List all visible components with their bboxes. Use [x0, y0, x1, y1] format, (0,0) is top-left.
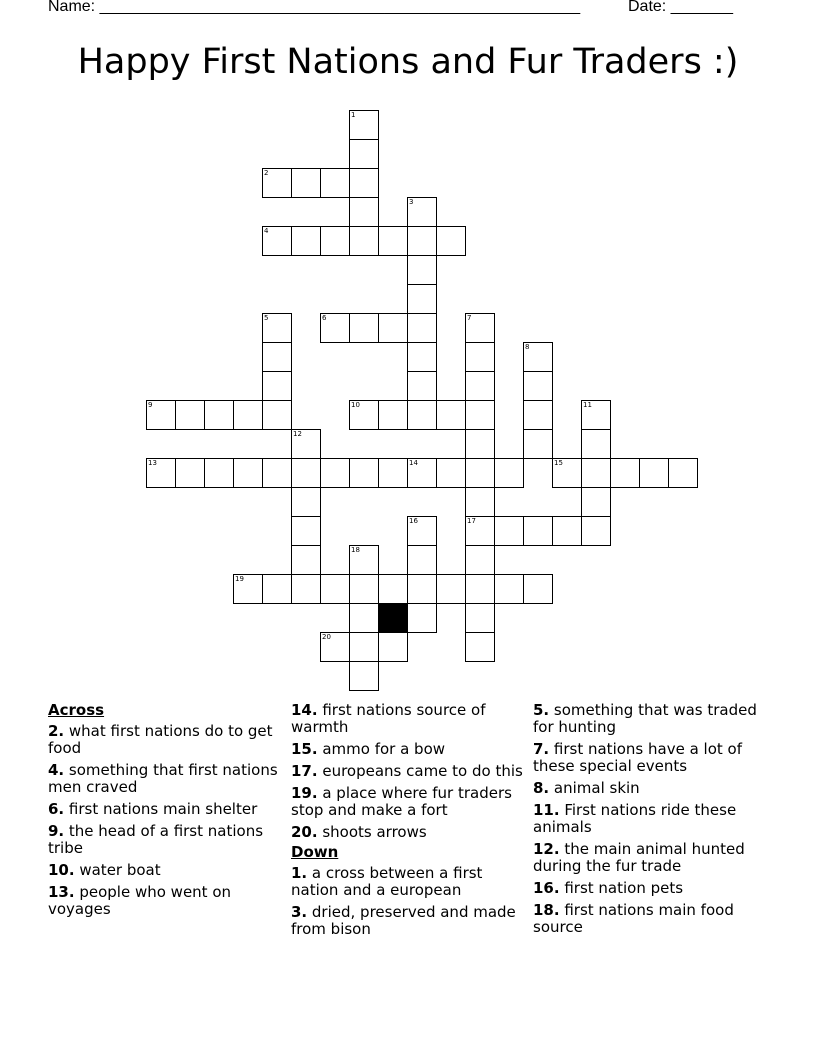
crossword-cell[interactable] [436, 400, 466, 430]
crossword-cell[interactable] [465, 429, 495, 459]
crossword-cell[interactable] [465, 458, 495, 488]
crossword-cell[interactable] [349, 603, 379, 633]
crossword-cell[interactable] [465, 545, 495, 575]
cell-number: 20 [322, 633, 331, 641]
clue-text: first nation pets [559, 879, 684, 897]
clue-number: 14. [291, 701, 318, 719]
crossword-cell[interactable] [465, 400, 495, 430]
crossword-cell[interactable] [610, 458, 640, 488]
clue-text: first nations main shelter [64, 800, 258, 818]
crossword-cell[interactable] [291, 458, 321, 488]
crossword-cell-1[interactable] [349, 110, 379, 140]
clue-text: water boat [74, 861, 161, 879]
crossword-cell-13[interactable] [146, 458, 176, 488]
crossword-cell[interactable] [320, 574, 350, 604]
across-heading: Across [48, 701, 105, 719]
clue-number: 15. [291, 740, 318, 758]
clue-item [533, 880, 769, 897]
crossword-cell[interactable] [523, 574, 553, 604]
crossword-cell[interactable] [320, 458, 350, 488]
black-cell [378, 603, 408, 633]
clue-text: a place where fur traders stop and make a fort [291, 784, 512, 819]
clue-text: first nations main food source [533, 901, 734, 936]
crossword-cell[interactable] [494, 516, 524, 546]
clue-item [533, 702, 769, 736]
page-title: Happy First Nations and Fur Traders :) [77, 42, 739, 82]
crossword-cell[interactable] [378, 632, 408, 662]
clue-item [533, 841, 769, 875]
crossword-cell[interactable] [407, 400, 437, 430]
clue-number: 5. [533, 701, 550, 719]
crossword-cell-18[interactable] [349, 545, 379, 575]
clue-item [291, 763, 527, 780]
crossword-cell[interactable] [639, 458, 669, 488]
crossword-cell[interactable] [262, 458, 292, 488]
cell-number: 12 [293, 430, 302, 438]
crossword-cell[interactable] [465, 632, 495, 662]
cell-number: 14 [409, 459, 418, 467]
crossword-cell[interactable] [581, 458, 611, 488]
clue-item [291, 785, 527, 819]
crossword-cell[interactable] [378, 458, 408, 488]
cell-number: 6 [322, 314, 327, 322]
crossword-cell-12[interactable] [291, 429, 321, 459]
crossword-cell-8[interactable] [523, 342, 553, 372]
clue-number: 3. [291, 903, 308, 921]
crossword-cell[interactable] [175, 400, 205, 430]
crossword-cell[interactable] [465, 574, 495, 604]
clue-text: first nations have a lot of these special events [533, 740, 742, 775]
clue-text: something that first nations men craved [48, 761, 278, 796]
clue-item [48, 801, 284, 818]
clue-number: 19. [291, 784, 318, 802]
crossword-cell[interactable] [175, 458, 205, 488]
crossword-cell[interactable] [378, 574, 408, 604]
crossword-cell[interactable] [407, 574, 437, 604]
clue-item [291, 824, 527, 841]
crossword-cell[interactable] [581, 429, 611, 459]
clue-number: 20. [291, 823, 318, 841]
clue-number: 8. [533, 779, 550, 797]
crossword-cell[interactable] [349, 197, 379, 227]
crossword-cell[interactable] [523, 400, 553, 430]
clue-text: the main animal hunted during the fur trade [533, 840, 745, 875]
crossword-cell-14[interactable] [407, 458, 437, 488]
cell-number: 10 [351, 401, 360, 409]
cell-number: 11 [583, 401, 592, 409]
clue-text: something that was traded for hunting [533, 701, 757, 736]
cell-number: 18 [351, 546, 360, 554]
clue-number: 4. [48, 761, 65, 779]
clues-column-1 [48, 702, 284, 923]
clue-number: 7. [533, 740, 550, 758]
crossword-cell[interactable] [436, 226, 466, 256]
clue-number: 1. [291, 864, 308, 882]
clue-item [291, 741, 527, 758]
crossword-cell[interactable] [407, 226, 437, 256]
cell-number: 4 [264, 227, 269, 235]
crossword-cell[interactable] [436, 458, 466, 488]
cell-number: 7 [467, 314, 472, 322]
crossword-cell[interactable] [204, 400, 234, 430]
crossword-cell[interactable] [552, 516, 582, 546]
crossword-cell-2[interactable] [262, 168, 292, 198]
crossword-cell[interactable] [581, 487, 611, 517]
clue-number: 2. [48, 722, 65, 740]
crossword-cell[interactable] [378, 313, 408, 343]
crossword-cell[interactable] [523, 429, 553, 459]
crossword-cell[interactable] [349, 168, 379, 198]
crossword-cell[interactable] [407, 545, 437, 575]
down-heading: Down [291, 843, 339, 861]
clue-text: ammo for a bow [317, 740, 446, 758]
crossword-cell[interactable] [465, 342, 495, 372]
crossword-cell-4[interactable] [262, 226, 292, 256]
crossword-cell[interactable] [320, 226, 350, 256]
crossword-cell-11[interactable] [581, 400, 611, 430]
crossword-cell-17[interactable] [465, 516, 495, 546]
clue-number: 6. [48, 800, 65, 818]
cell-number: 17 [467, 517, 476, 525]
clue-item [291, 702, 527, 736]
clue-number: 12. [533, 840, 560, 858]
crossword-cell[interactable] [349, 458, 379, 488]
crossword-cell-15[interactable] [552, 458, 582, 488]
crossword-cell[interactable] [349, 226, 379, 256]
crossword-cell[interactable] [349, 313, 379, 343]
clue-item [533, 741, 769, 775]
crossword-cell[interactable] [291, 545, 321, 575]
cell-number: 16 [409, 517, 418, 525]
crossword-cell[interactable] [262, 400, 292, 430]
cell-number: 1 [351, 111, 356, 119]
crossword-cell[interactable] [262, 371, 292, 401]
crossword-cell[interactable] [581, 516, 611, 546]
crossword-cell[interactable] [349, 139, 379, 169]
crossword-cell[interactable] [378, 226, 408, 256]
crossword-cell[interactable] [523, 516, 553, 546]
crossword-cell[interactable] [407, 371, 437, 401]
clue-text: shoots arrows [317, 823, 427, 841]
clue-number: 18. [533, 901, 560, 919]
clue-text: what first nations do to get food [48, 722, 273, 757]
crossword-cell[interactable] [407, 255, 437, 285]
cell-number: 3 [409, 198, 414, 206]
clue-number: 11. [533, 801, 560, 819]
name-field-label: Name: ______________________________________________________ [48, 0, 581, 15]
clue-item [291, 904, 527, 938]
clue-number: 10. [48, 861, 75, 879]
crossword-cell[interactable] [523, 371, 553, 401]
clue-text: animal skin [549, 779, 640, 797]
clue-text: the head of a first nations tribe [48, 822, 264, 857]
cell-number: 8 [525, 343, 530, 351]
crossword-cell-5[interactable] [262, 313, 292, 343]
crossword-cell[interactable] [436, 574, 466, 604]
clue-number: 9. [48, 822, 65, 840]
crossword-cell[interactable] [407, 313, 437, 343]
crossword-cell[interactable] [349, 574, 379, 604]
clue-number: 17. [291, 762, 318, 780]
clue-text: europeans came to do this [317, 762, 523, 780]
clue-item [48, 862, 284, 879]
clue-item [533, 780, 769, 797]
clues-column-2 [291, 702, 527, 943]
crossword-cell[interactable] [291, 226, 321, 256]
cell-number: 9 [148, 401, 153, 409]
clue-item [48, 762, 284, 796]
crossword-cell-9[interactable] [146, 400, 176, 430]
clue-number: 16. [533, 879, 560, 897]
crossword-cell[interactable] [291, 516, 321, 546]
clue-item [48, 884, 284, 918]
crossword-cell-3[interactable] [407, 197, 437, 227]
crossword-cell[interactable] [407, 603, 437, 633]
cell-number: 19 [235, 575, 244, 583]
date-field-label: Date: _______ [628, 0, 733, 15]
crossword-cell[interactable] [494, 458, 524, 488]
crossword-cell[interactable] [407, 284, 437, 314]
crossword-cell-6[interactable] [320, 313, 350, 343]
crossword-cell[interactable] [204, 458, 234, 488]
crossword-cell[interactable] [349, 632, 379, 662]
cell-number: 13 [148, 459, 157, 467]
crossword-cell[interactable] [465, 371, 495, 401]
clue-item [533, 802, 769, 836]
clue-text: First nations ride these animals [533, 801, 737, 836]
crossword-cell[interactable] [262, 574, 292, 604]
crossword-cell-19[interactable] [233, 574, 263, 604]
crossword-cell[interactable] [407, 342, 437, 372]
crossword-cell[interactable] [233, 400, 263, 430]
crossword-cell[interactable] [378, 400, 408, 430]
clue-number: 13. [48, 883, 75, 901]
cell-number: 15 [554, 459, 563, 467]
crossword-cell[interactable] [349, 661, 379, 691]
clue-text: a cross between a first nation and a european [291, 864, 483, 899]
crossword-cell-16[interactable] [407, 516, 437, 546]
cell-number: 5 [264, 314, 269, 322]
clue-item [291, 865, 527, 899]
crossword-cell[interactable] [291, 487, 321, 517]
crossword-cell[interactable] [494, 574, 524, 604]
clue-text: first nations source of warmth [291, 701, 486, 736]
crossword-cell[interactable] [668, 458, 698, 488]
cell-number: 2 [264, 169, 269, 177]
crossword-cell[interactable] [262, 342, 292, 372]
crossword-cell[interactable] [291, 574, 321, 604]
crossword-cell-7[interactable] [465, 313, 495, 343]
clue-item [48, 723, 284, 757]
crossword-cell[interactable] [291, 168, 321, 198]
clue-text: dried, preserved and made from bison [291, 903, 516, 938]
crossword-cell-10[interactable] [349, 400, 379, 430]
crossword-cell[interactable] [233, 458, 263, 488]
clue-item [48, 823, 284, 857]
crossword-cell[interactable] [320, 168, 350, 198]
clue-item [533, 902, 769, 936]
clue-text: people who went on voyages [48, 883, 232, 918]
clues-column-3 [533, 702, 769, 941]
crossword-cell-20[interactable] [320, 632, 350, 662]
crossword-cell[interactable] [465, 487, 495, 517]
crossword-cell[interactable] [465, 603, 495, 633]
